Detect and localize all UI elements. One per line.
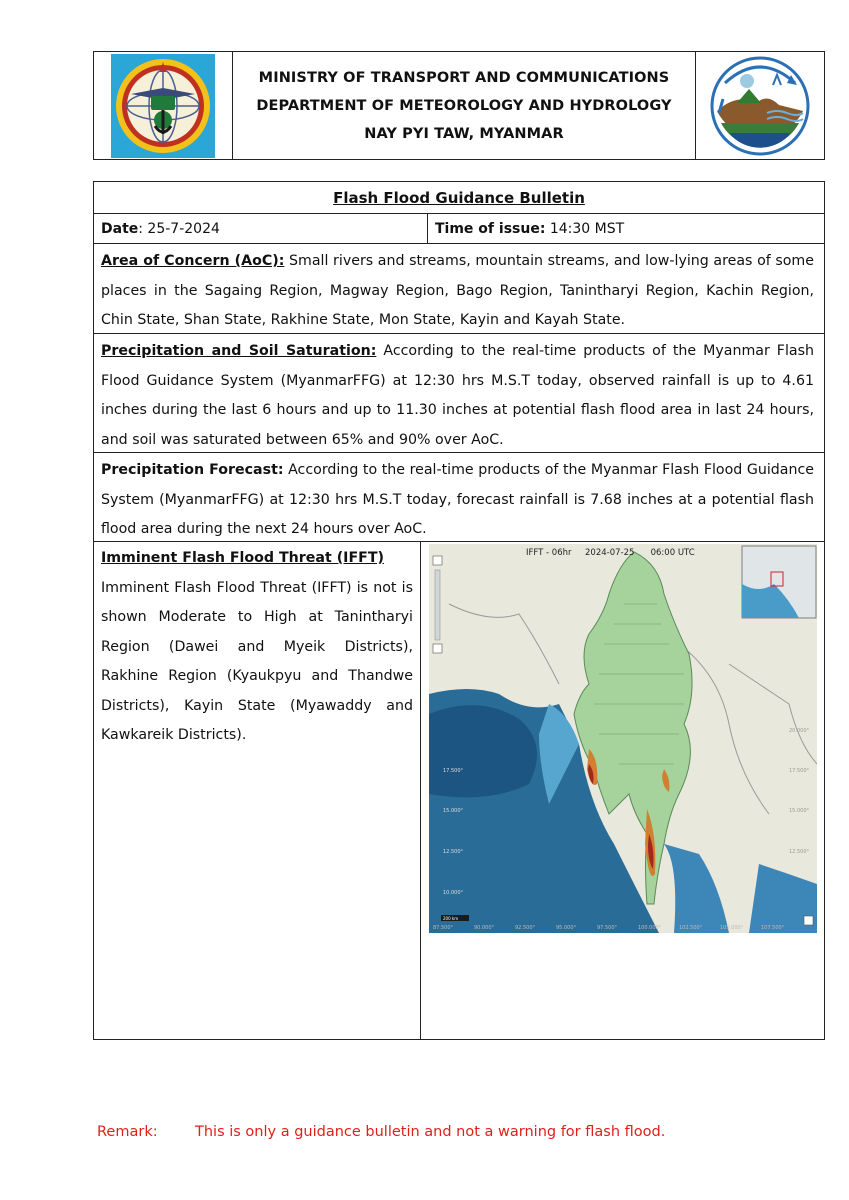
lon-label-8: 105.000° (720, 925, 744, 931)
lon-label-3: 92.500° (515, 925, 535, 931)
logo-right-cell (695, 52, 824, 159)
map-info-button[interactable] (804, 916, 813, 925)
ifft-text: Imminent Flash Flood Threat (IFFT) is not is shown Moderate to High at Tanintharyi Region (Dawei and Myeik Districts), Rakhine Region (Kyaukpyu and Thandwe Districts), Kayin State (Myawaddy and Kawkareik Districts). (101, 579, 413, 743)
precip-label: Precipitation and Soil Saturation: (101, 343, 377, 359)
department-name: DEPARTMENT OF METEOROLOGY AND HYDROLOGY (256, 97, 672, 114)
bulletin-table (93, 181, 825, 1040)
lon-label-9: 107.500° (761, 925, 785, 931)
lat-label-1: 17.500° (443, 768, 463, 774)
lat-label-right-3: 15.000° (789, 808, 809, 814)
ifft-map-cell (421, 542, 824, 1039)
hydrological-cycle-icon (707, 53, 813, 159)
map-zoom-slider[interactable] (435, 570, 440, 640)
date-cell (94, 214, 428, 243)
ifft-section (94, 542, 824, 1039)
lat-label-right-2: 17.500° (789, 768, 809, 774)
aoc-text: Small rivers and streams, mountain streams, and low-lying areas of some places in the Sagaing Region, Magway Region, Bago Region, Tanintharyi Region, Kachin Region, Chin State, Shan State, Rakhine State, Mon State, Kayin and Kayah State. (101, 253, 814, 328)
map-scale-label: 200 km (443, 916, 459, 921)
map-title: IFFT - 06hr 2024-07-25 06:00 UTC (526, 548, 695, 558)
lon-label-5: 97.500° (597, 925, 617, 931)
forecast-label: Precipitation Forecast: (101, 462, 284, 478)
precipitation-soil-saturation (94, 334, 824, 453)
date-label: Date (101, 220, 139, 237)
remark-label: Remark: (97, 1124, 158, 1140)
ifft-heading: Imminent Flash Flood Threat (IFFT) (101, 550, 385, 566)
time-cell (428, 214, 624, 243)
remark-text: This is only a guidance bulletin and not a warning for flash flood. (195, 1124, 666, 1140)
location-name: NAY PYI TAW, MYANMAR (364, 125, 564, 142)
ifft-description (94, 542, 421, 1039)
time-value: 14:30 MST (545, 220, 625, 237)
ministry-name: MINISTRY OF TRANSPORT AND COMMUNICATIONS (258, 69, 670, 86)
aoc-label: Area of Concern (AoC): (101, 253, 285, 269)
time-label: Time of issue: (435, 220, 546, 237)
ministry-emblem-icon (111, 54, 215, 158)
lat-label-3: 12.500° (443, 849, 463, 855)
lat-label-4: 10.000° (443, 890, 463, 896)
lon-label-2: 90.000° (474, 925, 494, 931)
lat-label-2: 15.000° (443, 808, 463, 814)
lon-label-1: 87.500° (433, 925, 453, 931)
ifft-map (429, 544, 817, 933)
lon-labels (433, 925, 785, 931)
lon-label-6: 100.000° (638, 925, 662, 931)
map-zoom-in-button[interactable] (433, 556, 442, 565)
bulletin-title: Flash Flood Guidance Bulletin (94, 182, 824, 214)
area-of-concern (94, 244, 824, 334)
remark-line (97, 1124, 665, 1140)
lon-label-7: 102.500° (679, 925, 703, 931)
letterhead (93, 51, 825, 160)
forecast-text: According to the real-time products of the Myanmar Flash Flood Guidance System (MyanmarFFG) at 12:30 hrs M.S.T today, forecast rainfall is 7.68 inches at a potential flash flood area during the next 24 hours over AoC. (101, 462, 815, 537)
lat-label-right-1: 20.000° (789, 728, 809, 734)
ministry-heading (233, 52, 695, 159)
lon-label-4: 95.000° (556, 925, 576, 931)
map-zoom-out-button[interactable] (433, 644, 442, 653)
precip-text: According to the real-time products of the Myanmar Flash Flood Guidance System (MyanmarFFG) at 12:30 hrs M.S.T today, observed rainfall is up to 4.61 inches during the last 6 hours and up to 11.30 inches at potential flash flood area in last 24 hours, and soil was saturated between 65% and 90% over AoC. (101, 343, 814, 448)
precipitation-forecast (94, 453, 824, 542)
date-time-row (94, 214, 824, 244)
date-value: : 25-7-2024 (138, 220, 220, 237)
logo-left-cell (94, 52, 233, 159)
lat-label-right-4: 12.500° (789, 849, 809, 855)
